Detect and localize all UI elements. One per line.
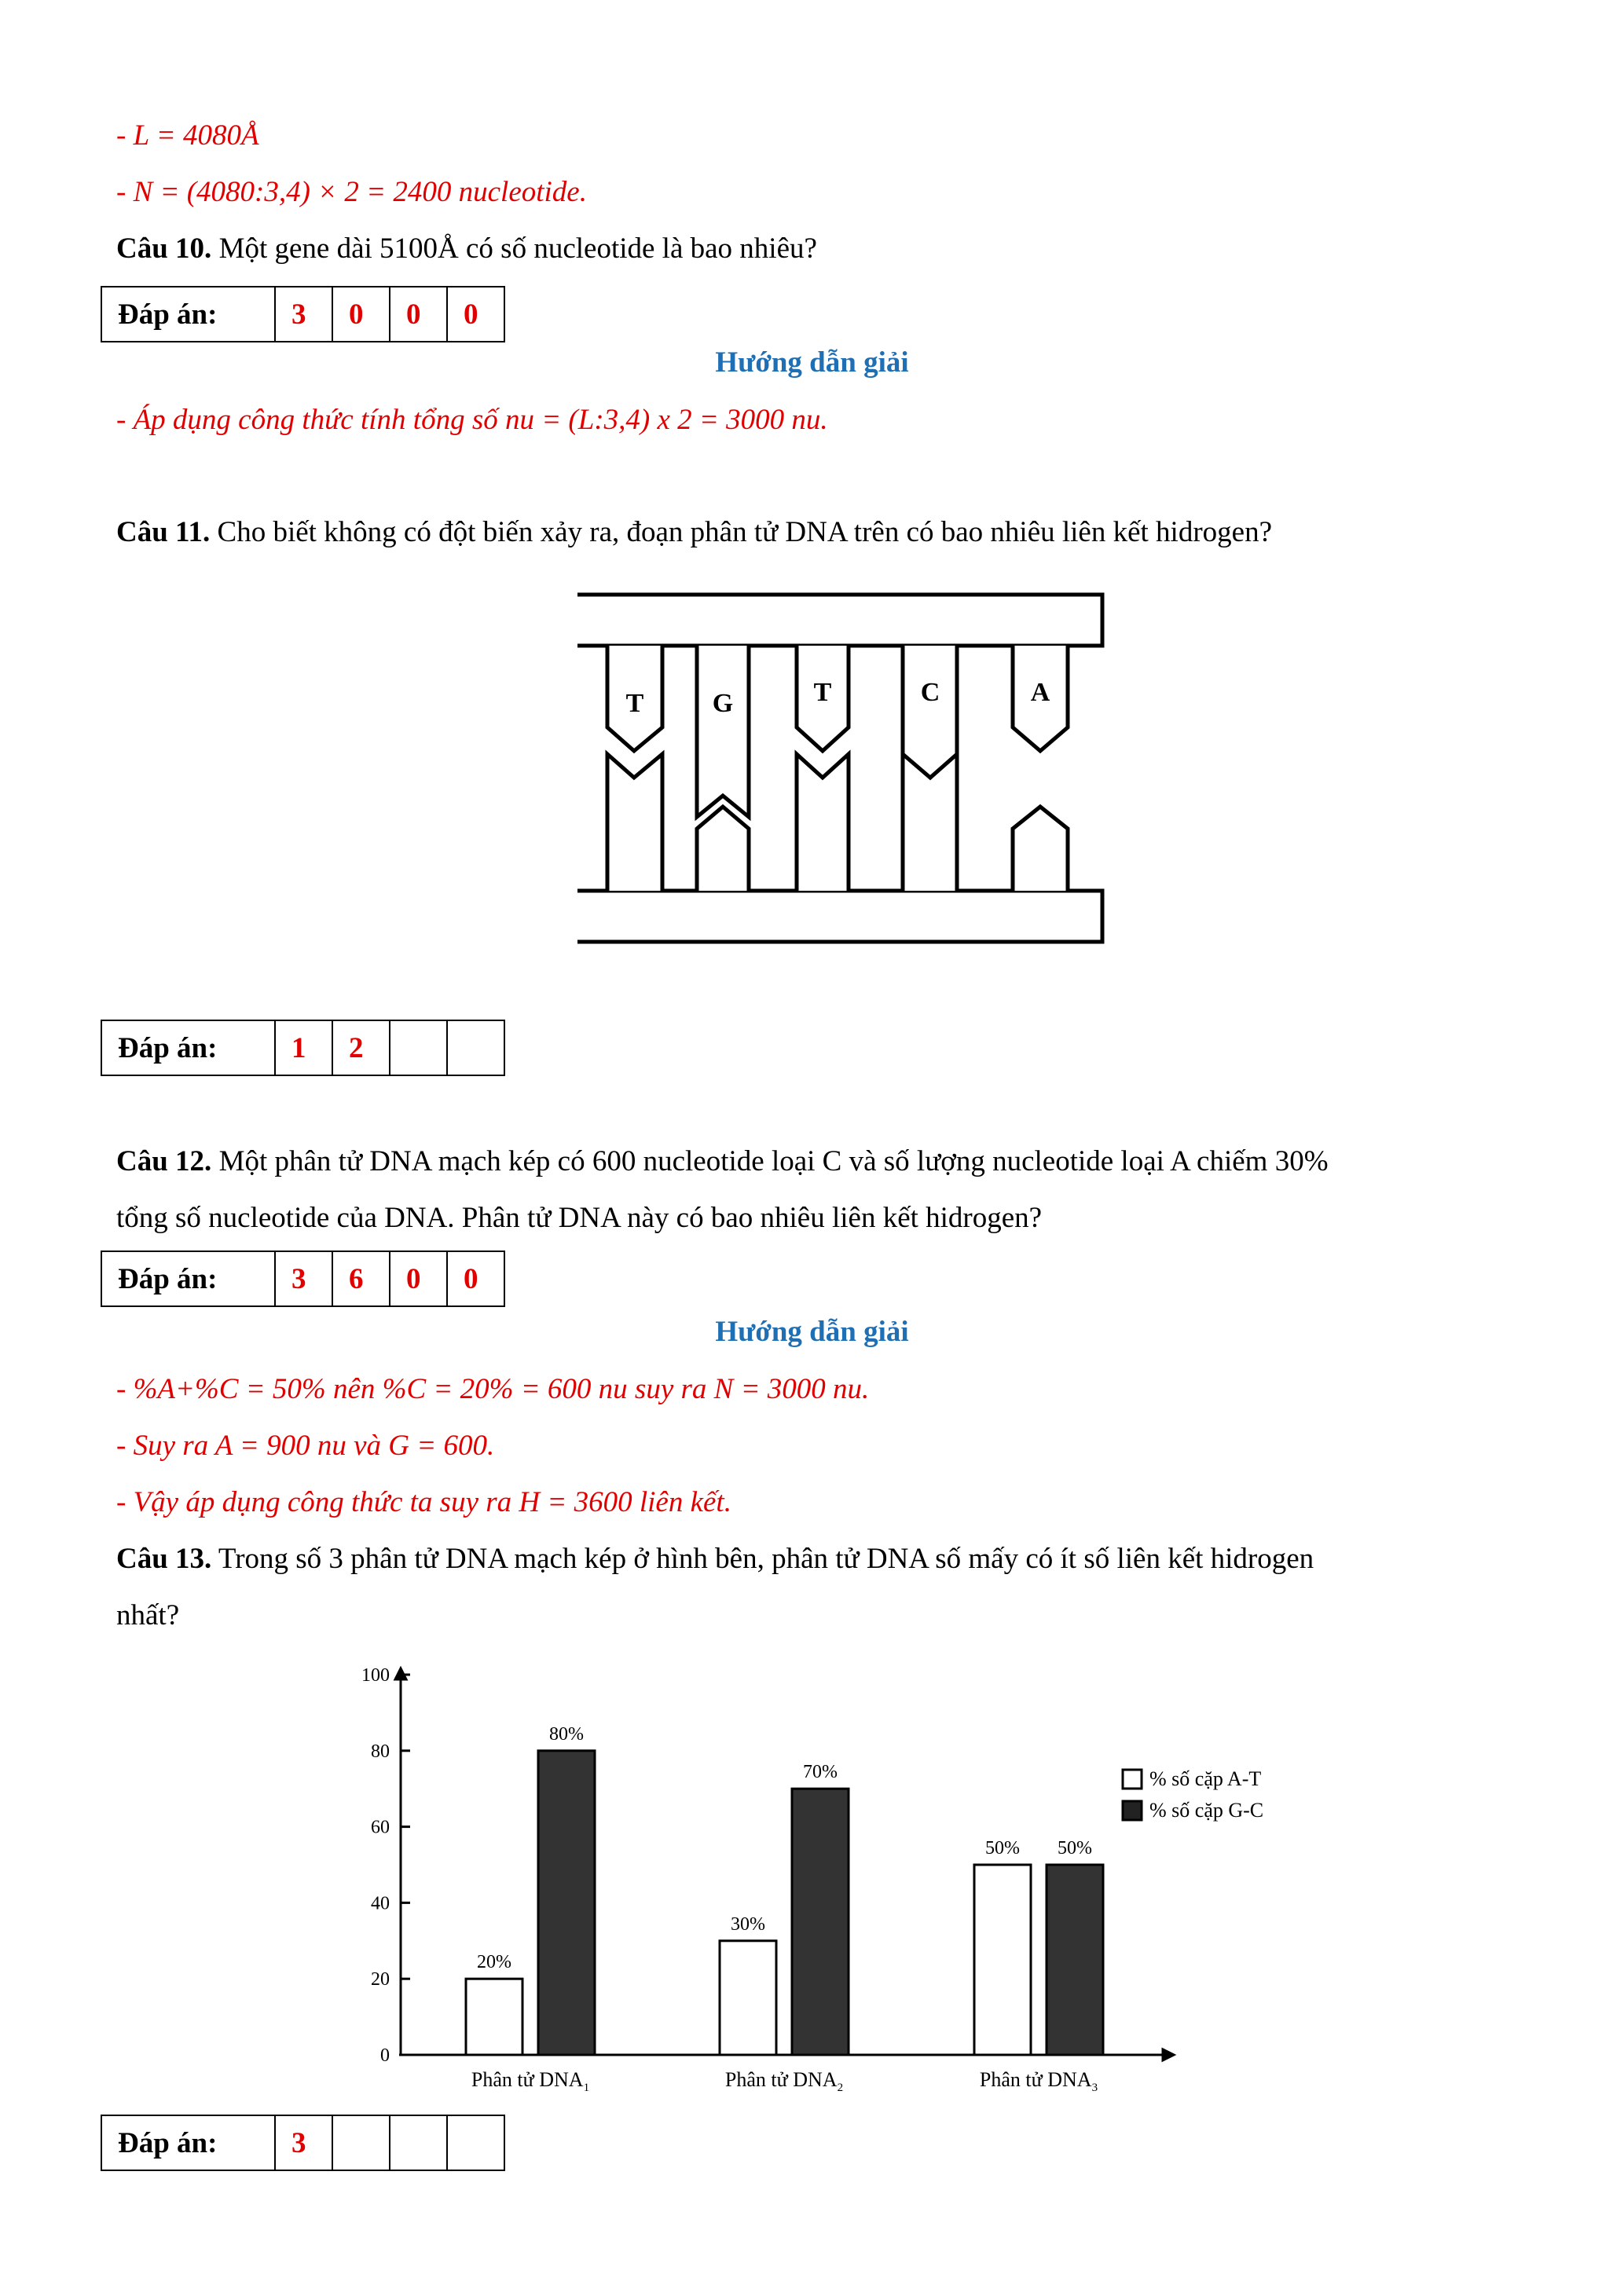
answer-label: Đáp án: bbox=[101, 1251, 275, 1306]
answer-cell: 6 bbox=[332, 1251, 390, 1306]
solution-q12-line: - %A+%C = 50% nên %C = 20% = 600 nu suy ra N = 3000 nu. bbox=[116, 1373, 870, 1405]
question-13-text: Trong số 3 phân tử DNA mạch kép ở hình bên, phân tử DNA số mấy có ít số liên kết hidrogen bbox=[211, 1543, 1314, 1575]
solution-q10: - Áp dụng công thức tính tổng số nu = (L:3,4) x 2 = 3000 nu. bbox=[116, 404, 828, 436]
bar-at bbox=[974, 1865, 1031, 2055]
question-11-text: Cho biết không có đột biến xảy ra, đoạn phân tử DNA trên có bao nhiêu liên kết hidrogen? bbox=[210, 516, 1272, 548]
bar-value-label: 50% bbox=[1058, 1838, 1092, 1858]
y-tick-label: 100 bbox=[361, 1665, 390, 1686]
base-label: G bbox=[712, 689, 734, 718]
base-label: T bbox=[625, 689, 644, 718]
x-tick-subscript: 3 bbox=[1091, 2082, 1098, 2094]
bar-at bbox=[720, 1941, 776, 2055]
solution-line-length: - L = 4080Å bbox=[116, 119, 259, 152]
y-tick-label: 20 bbox=[371, 1969, 390, 1990]
answer-cell bbox=[390, 2115, 447, 2170]
answer-cell bbox=[332, 2115, 390, 2170]
x-tick-subscript: 1 bbox=[583, 2082, 590, 2094]
answer-cell: 1 bbox=[275, 1020, 332, 1075]
legend-swatch-gc bbox=[1123, 1801, 1142, 1820]
bar-gc bbox=[792, 1789, 849, 2055]
bar-value-label: 50% bbox=[985, 1838, 1020, 1858]
answer-cell: 0 bbox=[447, 287, 504, 342]
question-10-label: Câu 10. bbox=[116, 233, 212, 265]
bar-value-label: 20% bbox=[477, 1952, 511, 1973]
base-label: A bbox=[1030, 678, 1050, 707]
question-12-label: Câu 12. bbox=[116, 1145, 212, 1177]
legend-label-at: % số cặp A-T bbox=[1149, 1767, 1262, 1790]
bar-gc bbox=[1047, 1865, 1103, 2055]
x-tick-label: Phân tử $DNA_2$ bbox=[724, 2068, 844, 2094]
x-tick-label: Phân tử $DNA_3$ bbox=[979, 2068, 1098, 2094]
question-11-label: Câu 11. bbox=[116, 516, 211, 548]
bar-gc bbox=[538, 1751, 595, 2055]
base-label: T bbox=[813, 678, 832, 707]
solution-q12-line: - Vậy áp dụng công thức ta suy ra H = 3600 liên kết. bbox=[116, 1486, 731, 1518]
guide-title-q10: Hướng dẫn giải bbox=[715, 346, 909, 379]
legend-swatch-at bbox=[1123, 1770, 1142, 1789]
answer-cell: 0 bbox=[390, 1251, 447, 1306]
answer-cell: 0 bbox=[447, 1251, 504, 1306]
answer-cell bbox=[447, 2115, 504, 2170]
x-tick-subscript: 2 bbox=[837, 2082, 844, 2094]
y-tick-label: 0 bbox=[380, 2045, 390, 2066]
y-tick-label: 80 bbox=[371, 1741, 390, 1762]
answer-table-q13 bbox=[101, 2115, 505, 2171]
question-12-line2: tổng số nucleotide của DNA. Phân tử DNA này có bao nhiêu liên kết hidrogen? bbox=[116, 1202, 1043, 1234]
answer-cell: 3 bbox=[275, 1251, 332, 1306]
legend-label-gc: % số cặp G-C bbox=[1149, 1799, 1264, 1822]
answer-cell: 0 bbox=[332, 287, 390, 342]
guide-title-q12: Hướng dẫn giải bbox=[715, 1316, 909, 1348]
answer-cell: 2 bbox=[332, 1020, 390, 1075]
question-10-text: Một gene dài 5100Å có số nucleotide là bao nhiêu? bbox=[211, 233, 817, 265]
answer-label: Đáp án: bbox=[101, 287, 275, 342]
question-13-line2: nhất? bbox=[116, 1599, 180, 1631]
x-axis-arrow bbox=[1163, 2049, 1174, 2060]
answer-label: Đáp án: bbox=[101, 1020, 275, 1075]
base-label: C bbox=[920, 678, 940, 707]
bar-value-label: 30% bbox=[731, 1913, 765, 1935]
question-13-label: Câu 13. bbox=[116, 1543, 212, 1575]
bar-at bbox=[466, 1979, 522, 2055]
answer-cell: 3 bbox=[275, 287, 332, 342]
solution-q12-line: - Suy ra A = 900 nu và G = 600. bbox=[116, 1430, 495, 1462]
y-tick-label: 40 bbox=[371, 1893, 390, 1914]
y-tick-label: 60 bbox=[371, 1817, 390, 1838]
answer-cell: 3 bbox=[275, 2115, 332, 2170]
question-12-text: Một phân tử DNA mạch kép có 600 nucleotide loại C và số lượng nucleotide loại A chiếm 30% bbox=[211, 1145, 1329, 1177]
bar-value-label: 80% bbox=[549, 1723, 584, 1745]
bar-value-label: 70% bbox=[803, 1762, 838, 1783]
x-tick-label: Phân tử $DNA_1$ bbox=[471, 2068, 590, 2094]
answer-cell: 0 bbox=[390, 287, 447, 342]
answer-label: Đáp án: bbox=[101, 2115, 275, 2170]
solution-line-nucleotide: - N = (4080:3,4) × 2 = 2400 nucleotide. bbox=[116, 176, 587, 208]
